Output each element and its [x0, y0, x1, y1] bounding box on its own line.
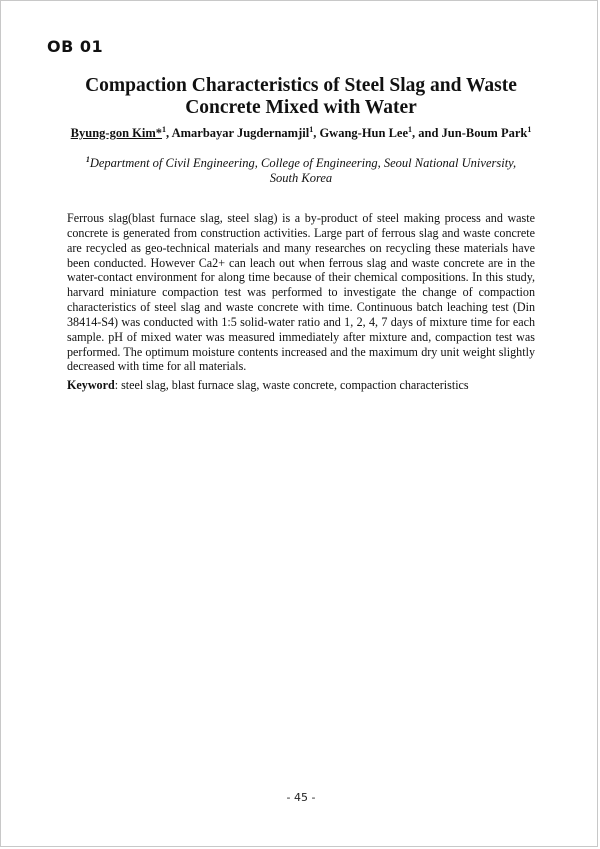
author-affiliation-mark: 1 — [309, 125, 314, 134]
author-name: Jun-Boum Park — [441, 126, 528, 140]
author-name: Byung-gon Kim* — [70, 126, 163, 140]
paper-title — [61, 75, 541, 119]
author-affiliation-mark: 1 — [162, 125, 167, 134]
author-name: Gwang-Hun Lee — [319, 126, 409, 140]
affiliation-text: Department of Civil Engineering, College of Engineering, Seoul National University, South Korea — [89, 156, 517, 185]
author-separator: , — [313, 126, 320, 140]
title-line-2: Concrete Mixed with Water — [185, 97, 417, 118]
session-code: OB 01 — [47, 37, 104, 56]
author-affiliation-mark: 1 — [527, 125, 532, 134]
author-separator: , — [166, 126, 172, 140]
affiliation — [71, 156, 531, 186]
page-number: - 45 - — [286, 791, 316, 804]
keywords-text: : steel slag, blast furnace slag, waste concrete, compaction characteristics — [114, 378, 469, 392]
author-name: Amarbayar Jugdernamjil — [171, 126, 310, 140]
author-affiliation-mark: 1 — [408, 125, 413, 134]
keywords — [67, 378, 535, 393]
title-line-1: Compaction Characteristics of Steel Slag and Waste — [85, 75, 517, 96]
affiliation-mark: 1 — [85, 155, 90, 164]
abstract-body: Ferrous slag(blast furnace slag, steel slag) is a by-product of steel making process and waste concrete is generated from construction activities. Large part of ferrous slag and waste concrete are recycled as geo-technical materials and many researches on recycling these materials have been conducted. However Ca2+ can leach out when ferrous slag and waste concrete are in the water-contact environment for along time because of their chemical compositions. In this study, harvard miniature compaction test was performed to investigate the change of compaction characteristics of steel slag and waste concrete with time. Continuous batch leaching test (Din 38414-S4) was conducted with 1:5 solid-water ratio and 1, 2, 4, 7 days of mixture time for each sample. pH of mixed water was measured immediately after mixture and, compaction test was performed. The optimum moisture contents increased and the maximum dry unit weight slightly decreased with time for all materials. — [67, 211, 535, 374]
author-list — [41, 125, 561, 141]
author-separator: , and — [412, 126, 442, 140]
keywords-label: Keyword — [67, 378, 115, 392]
